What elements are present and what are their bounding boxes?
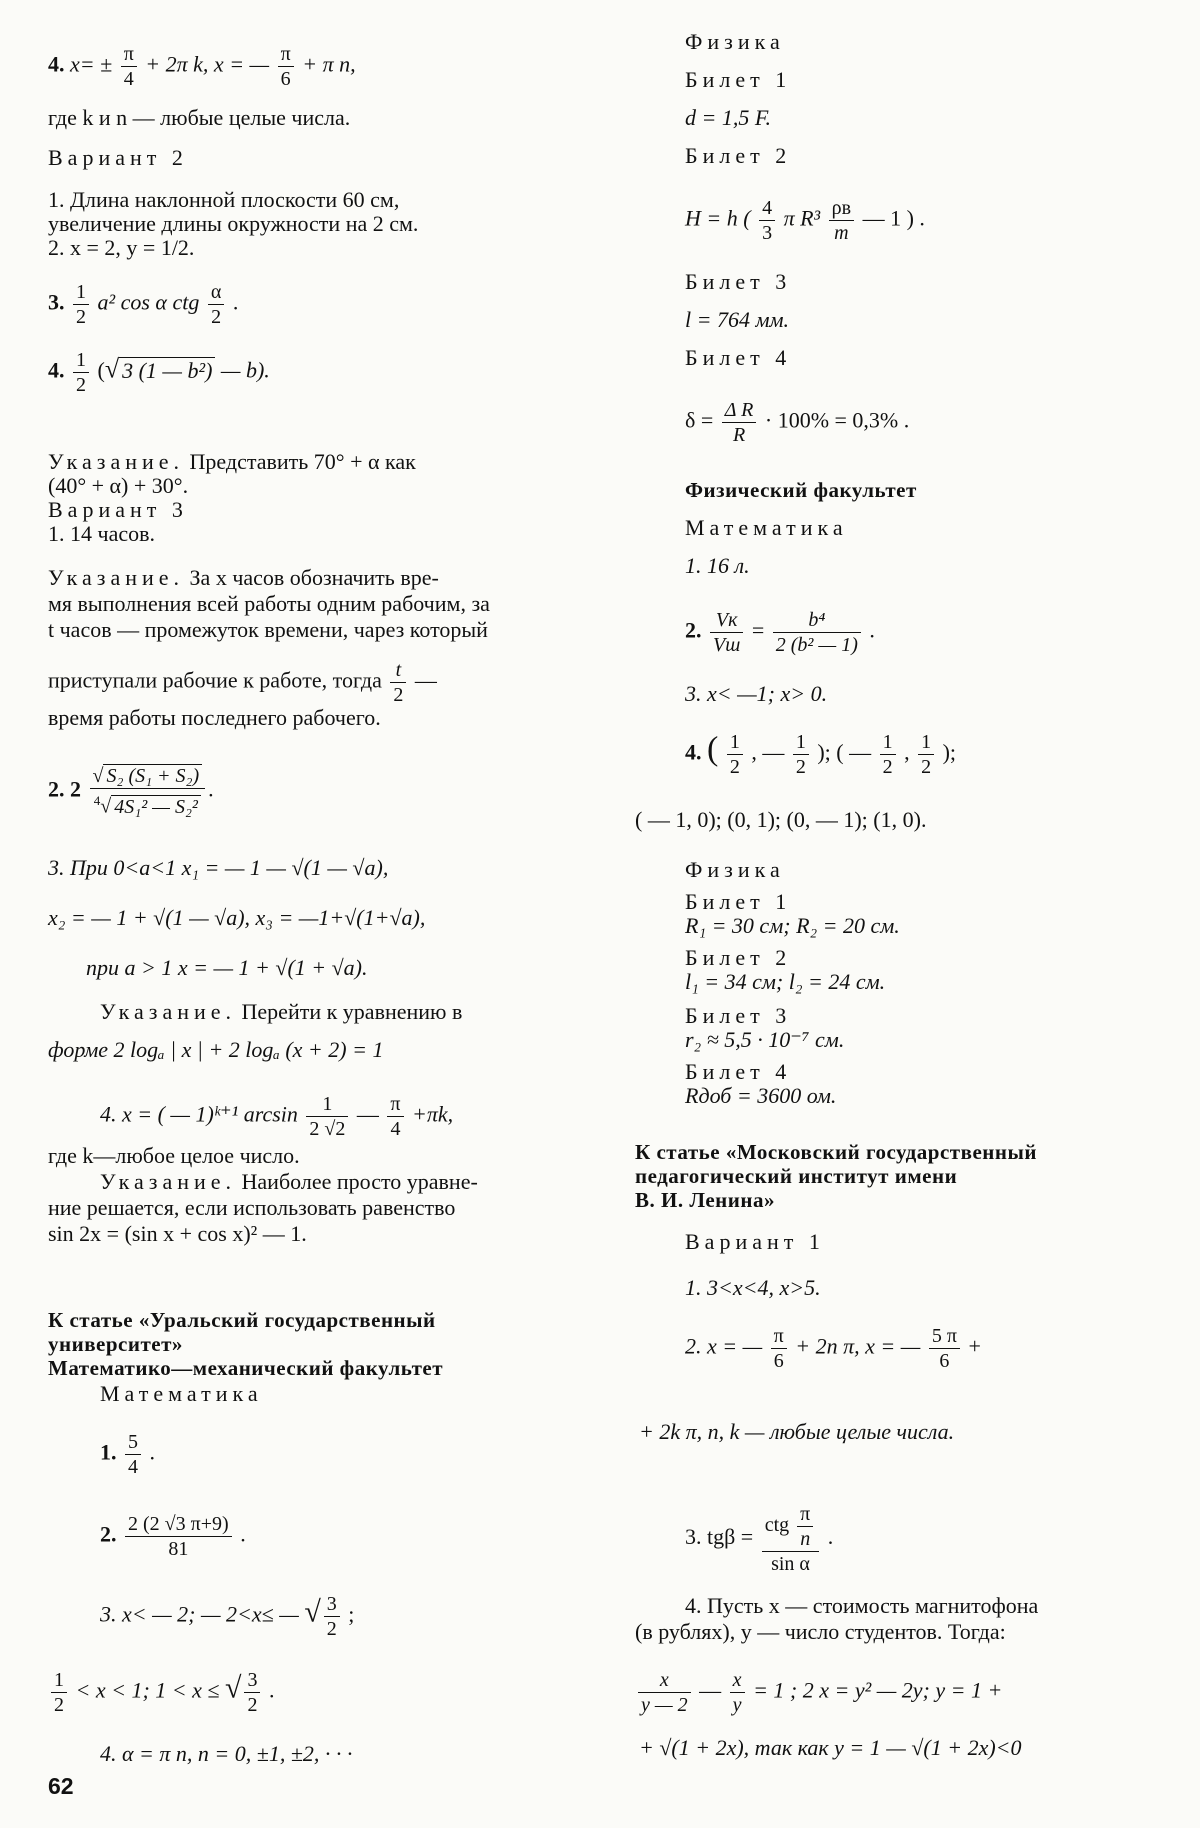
denominator: R [732, 424, 746, 446]
item-number: 3. [48, 289, 65, 315]
formula-text: . [232, 289, 239, 315]
formula-text: . [240, 1521, 246, 1547]
denominator: Vш [713, 634, 741, 656]
paragraph-line: (в рублях), y — число студентов. Тогда: [635, 1619, 1006, 1644]
hint-line [48, 564, 439, 592]
item-number: 1. [100, 1439, 117, 1465]
formula-text: , — [751, 739, 785, 765]
ticket-heading: Билет 4 [685, 1059, 792, 1084]
answer-variant1-4 [48, 42, 356, 91]
denominator: 4 [390, 1118, 401, 1140]
formula-text: +πk, [412, 1101, 454, 1127]
denominator: 6 [773, 1350, 784, 1372]
fraction [244, 1668, 260, 1717]
paragraph-line: мя выполнения всей работы одним рабочим, за [48, 591, 490, 616]
denominator: 6 [280, 68, 291, 90]
ticket-heading: Билет 2 [685, 143, 792, 168]
answer-mv3 [685, 1502, 833, 1576]
numerator: ρв [829, 196, 854, 221]
denominator: 2 [326, 1618, 337, 1640]
numerator: 1 [73, 280, 89, 305]
formula-text: . [869, 617, 875, 643]
denominator: 2 [882, 756, 893, 778]
paragraph-line: 3. При 0<a<1 x₁ = — 1 — √(1 — √a), [48, 855, 389, 880]
formula-text: a² cos α ctg [97, 289, 200, 315]
fraction [722, 398, 757, 447]
hint-label: Указание. [100, 1169, 237, 1194]
page-number: 62 [48, 1773, 74, 1799]
radicand: 3 (1 — b²) [119, 357, 215, 383]
denominator: 81 [168, 1538, 189, 1560]
ticket-answer: Rдоб = 3600 ом. [685, 1083, 837, 1108]
fraction [880, 730, 896, 779]
fraction [829, 196, 854, 245]
fraction [929, 1324, 960, 1373]
paragraph-line: 1. 14 часов. [48, 521, 155, 546]
section-heading: Физический факультет [685, 478, 917, 502]
section-heading: педагогический институт имени [635, 1164, 958, 1188]
item-number: 4. [48, 357, 65, 383]
denominator: $^4$√ 4S₁² — S₂² [90, 789, 206, 819]
denominator: 3 [762, 222, 773, 244]
item-number: 4. [48, 51, 65, 77]
formula-text: . [827, 1524, 834, 1550]
paragraph-line: 1. 16 л. [685, 553, 750, 578]
denominator: 4 [123, 68, 134, 90]
answer-v2-4: 4. $\frac{1}{2}$ (√ 3 (1 — b²) — b). [48, 349, 270, 396]
formula-text: + 2n π, x = — [795, 1333, 921, 1359]
ticket-answer [685, 398, 909, 447]
numerator: π [121, 42, 137, 67]
hint-label: Указание. [48, 449, 185, 474]
paragraph-line: 3. x< —1; x> 0. [685, 681, 828, 706]
fraction [306, 1092, 348, 1141]
answer-m2 [685, 608, 875, 657]
fraction [797, 1502, 813, 1551]
subject-heading: Физика [685, 857, 785, 882]
variant-heading: Вариант 1 [685, 1229, 825, 1254]
formula-text: — 1 ) . [862, 205, 925, 231]
answer-v3-4 [100, 1092, 453, 1141]
ticket-heading: Билет 3 [685, 269, 792, 294]
numerator: 1 [306, 1092, 348, 1117]
paragraph-line: где k и n — любые целые числа. [48, 105, 351, 130]
answer-u3-cont: $\frac{1}{2}$ < x < 1; 1 < x ≤ √ $\frac{3}{2}$ . [48, 1668, 274, 1717]
answer-u1 [100, 1430, 155, 1479]
paragraph-line: форме 2 logₐ | x | + 2 logₐ (x + 2) = 1 [48, 1037, 384, 1062]
formula-text: x= ± [70, 51, 113, 77]
fraction [125, 1430, 141, 1479]
fraction [710, 608, 743, 657]
paragraph-line [48, 658, 437, 707]
numerator: 4 [759, 196, 775, 221]
variant-heading: Вариант 3 [48, 497, 188, 522]
ticket-answer: l = 764 мм. [685, 307, 790, 332]
numerator: α [208, 280, 224, 305]
denominator: 4 [128, 1456, 138, 1478]
numerator: 3 [324, 1592, 340, 1617]
denominator: 2 [211, 306, 222, 328]
section-heading: К статье «Московский государственный [635, 1140, 1037, 1164]
formula-text: ); [942, 739, 957, 765]
denominator: m [834, 222, 849, 244]
subject-heading: Математика [685, 515, 848, 540]
subject-heading: Математика [100, 1381, 263, 1406]
hint-label: Указание. [100, 999, 237, 1024]
paragraph-line: 1. 3<x<4, x>5. [685, 1275, 821, 1300]
formula-text: + [968, 1333, 981, 1359]
ticket-heading: Билет 4 [685, 345, 792, 370]
hint-text: Наиболее просто уравне- [241, 1169, 478, 1194]
hint-text: За x часов обозначить вре- [189, 565, 439, 590]
paragraph-line: + 2k π, n, k — любые целые числа. [639, 1419, 955, 1444]
fraction [387, 1092, 403, 1141]
item-number: 2. 2 [48, 776, 81, 802]
numerator: 1 [51, 1668, 67, 1693]
formula-text: ctg [764, 1514, 790, 1537]
denominator: y [732, 1694, 742, 1716]
item-number: 2. [685, 617, 702, 643]
formula-text: < x < 1; 1 < x ≤ [75, 1677, 220, 1703]
paragraph-line: x₂ = — 1 + √(1 — √a), x₃ = —1+√(1+√a), [48, 905, 426, 930]
fraction [121, 42, 137, 91]
denominator: 2 (b² — 1) [775, 634, 858, 656]
answer-u2 [100, 1512, 246, 1561]
formula-text: 2. x = — [685, 1333, 763, 1359]
numerator: 5 π [929, 1324, 960, 1349]
ticket-answer: R₁ = 30 см; R₂ = 20 см. [685, 913, 900, 938]
formula-text: ( [707, 730, 719, 768]
paragraph-line: + √(1 + 2x), так как y = 1 — √(1 + 2x)<0 [639, 1735, 1022, 1760]
fraction [771, 1324, 787, 1373]
ticket-heading: Билет 3 [685, 1003, 792, 1028]
hint-line [100, 1168, 478, 1196]
numerator: 1 [918, 730, 934, 755]
paragraph-line: 4. α = π n, n = 0, ±1, ±2, · · · [100, 1741, 353, 1766]
denominator: 2 [921, 756, 932, 778]
fraction [390, 658, 406, 707]
numerator: x [638, 1668, 691, 1693]
formula-text: = 1 ; 2 x = y² — 2y; y = 1 + [753, 1677, 1003, 1703]
numerator: b⁴ [773, 608, 861, 633]
denominator: 2 [247, 1694, 258, 1716]
fraction [73, 280, 89, 329]
numerator: 3 [244, 1668, 260, 1693]
item-number: 4. [685, 739, 702, 765]
numerator: 1 [727, 730, 743, 755]
formula-text: 3. tgβ = [685, 1524, 754, 1550]
numerator: π [797, 1502, 813, 1527]
numerator [762, 1502, 820, 1552]
paragraph-line: (40° + α) + 30°. [48, 473, 189, 498]
denominator: 2 [76, 306, 86, 328]
formula-text: 4. x = ( — 1)ᵏ⁺¹ arcsin [100, 1101, 298, 1127]
answer-mv2 [685, 1324, 981, 1373]
denominator: 6 [939, 1350, 950, 1372]
formula-text: δ = [685, 407, 714, 433]
formula-text: = [751, 617, 765, 643]
fraction [51, 1668, 67, 1717]
variant-heading: Вариант 2 [48, 145, 188, 170]
answer-mv4 [635, 1668, 1002, 1717]
hint-label: Указание. [48, 565, 185, 590]
hint-line [100, 998, 462, 1026]
paragraph-line: t часов — промежуток времени, чарез который [48, 617, 488, 642]
denominator: n [800, 1528, 811, 1550]
fraction [762, 1502, 820, 1576]
fraction [208, 280, 224, 329]
ticket-answer: r₂ ≈ 5,5 · 10⁻⁷ см. [685, 1027, 845, 1052]
section-heading: К статье «Уральский государственный [48, 1308, 436, 1332]
denominator: 2 [393, 684, 404, 706]
fraction [727, 730, 743, 779]
formula-text: ; [348, 1601, 355, 1627]
hint-text: приступали рабочие к рабoте, тогда [48, 667, 382, 693]
denominator: 2 [76, 374, 86, 396]
numerator: 1 [73, 348, 89, 373]
numerator: t [390, 658, 406, 683]
fraction [773, 608, 861, 657]
ticket-heading: Билет 2 [685, 945, 792, 970]
fraction [793, 730, 809, 779]
denominator: 2 [795, 756, 806, 778]
numerator: π [771, 1324, 787, 1349]
paragraph-line: увеличение длины окружности на 2 см. [48, 211, 419, 236]
formula-text: + π n, [302, 51, 356, 77]
ticket-answer [685, 196, 925, 245]
fraction [278, 42, 294, 91]
item-number: 2. [100, 1521, 117, 1547]
denominator: 2 [729, 756, 740, 778]
fraction [73, 348, 89, 397]
paragraph-line: ( — 1, 0); (0, 1); (0, — 1); (1, 0). [635, 807, 927, 832]
fraction [759, 196, 775, 245]
formula-text: π R³ [783, 205, 821, 231]
numerator: √ S₂ (S₁ + S₂) [90, 764, 206, 789]
answer-v2-3 [48, 280, 238, 329]
paragraph-line: 2. x = 2, y = 1/2. [48, 235, 195, 260]
answer-v3-2: 2. 2 $\frac{\text{√ S₂ (S₁ + S₂)}}{^4√ 4S_1^2 — S_2^2}$ . [48, 765, 214, 818]
formula-text: . [268, 1677, 275, 1703]
hint-text: — [414, 667, 437, 693]
formula-text: . [149, 1439, 155, 1465]
formula-text: ( [97, 357, 105, 383]
hint-text: Перейти к уравнению в [241, 999, 463, 1024]
ticket-answer: d = 1,5 F. [685, 105, 771, 130]
fraction [638, 1668, 691, 1717]
ticket-answer: l₁ = 34 см; l₂ = 24 см. [685, 969, 886, 994]
formula-text: + 2π k, x = — [145, 51, 270, 77]
answer-m4 [685, 730, 956, 779]
numerator: Vк [710, 608, 743, 633]
paragraph-line: где k—любое целое число. [48, 1143, 300, 1168]
numerator: 2 (2 √3 π+9) [125, 1512, 232, 1537]
numerator: π [387, 1092, 403, 1117]
section-heading: университет» [48, 1332, 183, 1356]
numerator: Δ R [722, 398, 757, 423]
fraction [918, 730, 934, 779]
formula-text: ); ( — [817, 739, 872, 765]
denominator: 2 [54, 1694, 64, 1716]
numerator: x [730, 1668, 745, 1693]
root-index: 4 [93, 793, 101, 808]
paragraph-line: 1. Длина наклонной плоскости 60 см, [48, 187, 400, 212]
formula-text: 3. x< — 2; — 2<x≤ — [100, 1601, 299, 1627]
hint-text: Представить 70° + α как [189, 449, 416, 474]
fraction [125, 1512, 232, 1561]
ticket-heading: Билет 1 [685, 889, 792, 914]
section-heading: В. И. Ленина» [635, 1188, 775, 1212]
answer-u3: 3. x< — 2; — 2<x≤ — √ $\frac{3}{2}$ ; [100, 1593, 355, 1640]
denominator: 2 √2 [309, 1118, 346, 1140]
fraction [324, 1592, 340, 1641]
paragraph-line: sin 2x = (sin x + cos x)² — 1. [48, 1221, 307, 1246]
formula-text: · 100% = 0,3% . [764, 407, 910, 433]
numerator: π [278, 42, 294, 67]
denominator: sin α [771, 1553, 810, 1575]
radicand: 4S₁² — S₂² [111, 795, 201, 818]
formula-text: — [356, 1101, 379, 1127]
formula-text: — b). [220, 357, 270, 383]
formula-text: H = h ( [685, 205, 751, 231]
ticket-heading: Билет 1 [685, 67, 792, 92]
fraction [90, 764, 206, 819]
subject-heading: Физика [685, 29, 785, 54]
formula-text: — [699, 1677, 722, 1703]
section-heading: Математико—механический факультет [48, 1356, 444, 1380]
paragraph-line: 4. Пусть x — стоимость магнитофона [685, 1593, 1039, 1618]
numerator: 1 [880, 730, 896, 755]
numerator: 1 [793, 730, 809, 755]
formula-text: , [904, 739, 910, 765]
paragraph-line: при a > 1 x = — 1 + √(1 + √a). [86, 955, 368, 980]
denominator: y — 2 [641, 1694, 688, 1716]
radicand: S₂ (S₁ + S₂) [103, 764, 202, 787]
fraction [730, 1668, 745, 1717]
numerator: 5 [125, 1430, 141, 1455]
paragraph-line: время работы последнего рабочего. [48, 705, 381, 730]
paragraph-line: ние решается, если использовать равенство [48, 1195, 456, 1220]
